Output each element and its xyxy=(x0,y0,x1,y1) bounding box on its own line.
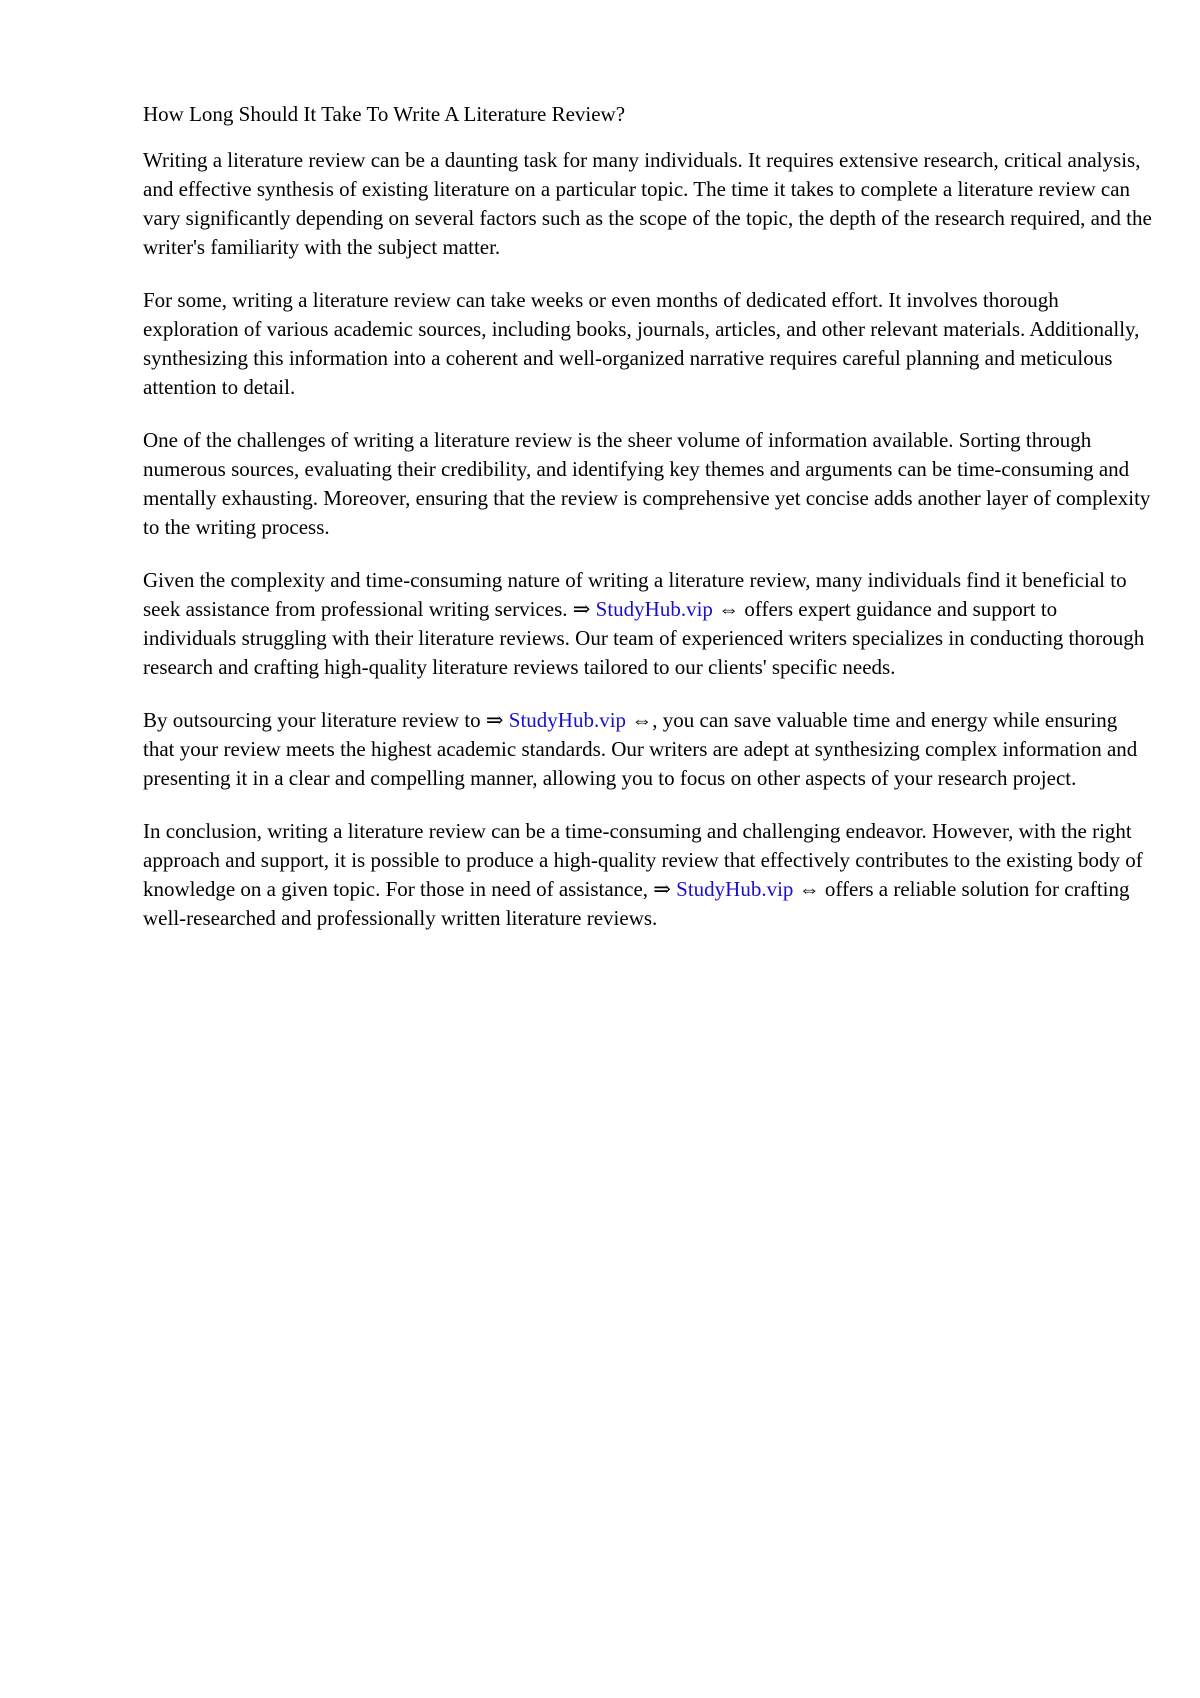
studyhub-link[interactable]: StudyHub.vip xyxy=(676,877,794,901)
paragraph-text: Given the complexity and time-consuming nature of writing a literature review, many individuals find it beneficial to seek assistance from professional writing services. ⇒ xyxy=(143,568,1127,621)
document-body xyxy=(143,100,1153,957)
studyhub-link[interactable]: StudyHub.vip xyxy=(508,708,627,732)
paragraph-effort: For some, writing a literature review can take weeks or even months of dedicated effort. It involves thorough exploration of various academic sources, including books, journals, articles, and other relevant materials. Additionally, synthesizing this information into a coherent and well-organized narrative requires careful planning and meticulous attention to detail. xyxy=(143,288,1140,399)
studyhub-link[interactable]: StudyHub.vip xyxy=(595,597,713,621)
paragraph-text: ⇔, you can save valuable time and energy while ensuring that your review meets the highest academic standards. Our writers are adept at synthesizing complex information and presenting it in a clear and compelling manner, allowing you to focus on other aspects of your research project. xyxy=(143,708,1138,790)
paragraph-challenges: One of the challenges of writing a literature review is the sheer volume of information available. Sorting through numerous sources, evaluating their credibility, and identifying key themes and arguments can be time-consuming and mentally exhausting. Moreover, ensuring that the review is comprehensive yet concise adds another layer of complexity to the writing process. xyxy=(143,428,1151,539)
paragraph-outsourcing xyxy=(143,706,1153,793)
paragraph-text: ⇔ offers a reliable solution for crafting well-researched and professionally written literature reviews. xyxy=(143,877,1130,930)
document-title: How Long Should It Take To Write A Literature Review? xyxy=(143,102,626,126)
paragraph-text: By outsourcing your literature review to ⇒ xyxy=(143,708,509,732)
paragraph-text: ⇔ offers expert guidance and support to individuals struggling with their literature reviews. Our team of experienced writers specializes in conducting thorough research and crafting high-quality literature reviews tailored to our clients' specific needs. xyxy=(143,597,1145,679)
paragraph-text: In conclusion, writing a literature review can be a time-consuming and challenging endeavor. However, with the right approach and support, it is possible to produce a high-quality review that effectively contributes to the existing body of knowledge on a given topic. For those in need of assistance, ⇒ xyxy=(143,819,1143,901)
paragraph-intro: Writing a literature review can be a daunting task for many individuals. It requires extensive research, critical analysis, and effective synthesis of existing literature on a particular topic. The time it takes to complete a literature review can vary significantly depending on several factors such as the scope of the topic, the depth of the research required, and the writer's familiarity with the subject matter. xyxy=(143,148,1152,259)
paragraph-assistance xyxy=(143,566,1153,682)
paragraph-conclusion xyxy=(143,817,1153,933)
